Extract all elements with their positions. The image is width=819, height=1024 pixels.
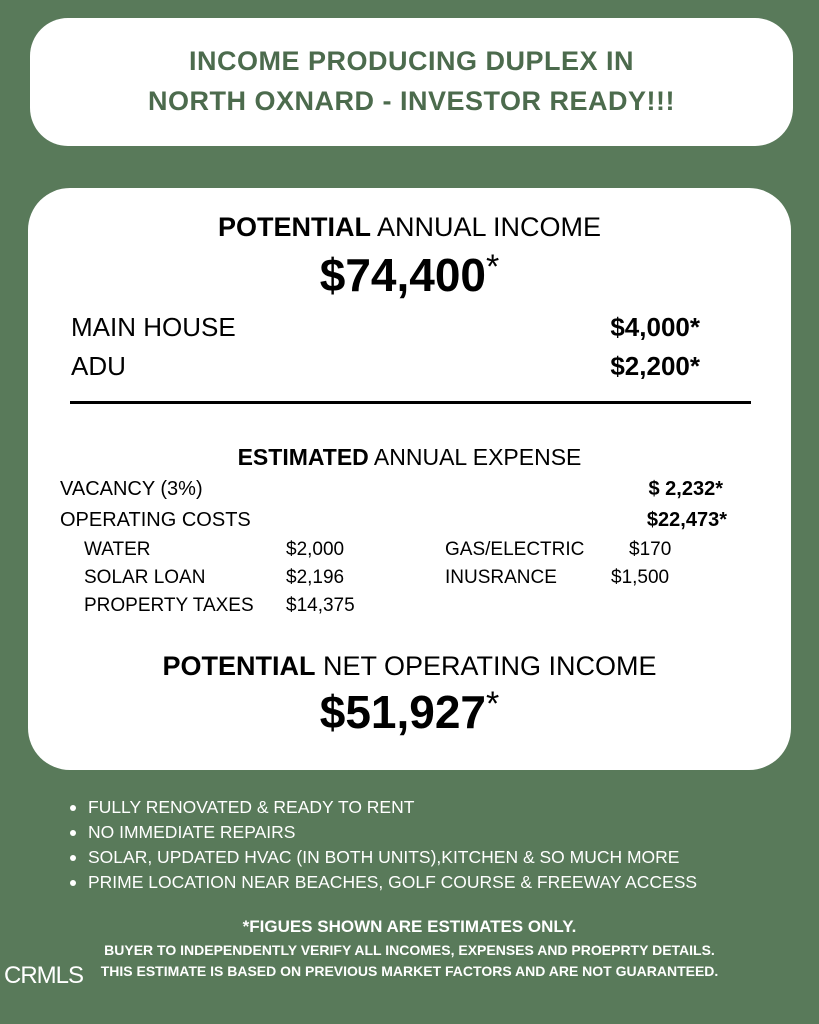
property-taxes-label: PROPERTY TAXES xyxy=(84,595,254,616)
crmls-watermark: CRMLS xyxy=(4,962,84,989)
solar-loan-value: $2,196 xyxy=(286,567,345,588)
noi-total: $51,927* xyxy=(319,685,500,738)
bullet-icon xyxy=(70,805,76,811)
feature-list xyxy=(70,795,697,895)
divider xyxy=(70,401,751,404)
adu-label: ADU xyxy=(71,351,126,381)
insurance-label: INUSRANCE xyxy=(445,567,557,588)
property-taxes-value: $14,375 xyxy=(286,595,355,616)
adu-value: $2,200* xyxy=(610,351,700,381)
vacancy-label: VACANCY (3%) xyxy=(60,478,203,500)
disclaimer-line-2: BUYER TO INDEPENDENTLY VERIFY ALL INCOMES, EXPENSES AND PROEPRTY DETAILS. xyxy=(104,942,715,958)
title-card xyxy=(30,18,793,146)
gas-electric-label: GAS/ELECTRIC xyxy=(445,539,585,560)
bullet-icon xyxy=(70,855,76,861)
title-line-1: INCOME PRODUCING DUPLEX IN xyxy=(188,46,635,76)
bullet-icon xyxy=(70,830,76,836)
main-house-value: $4,000* xyxy=(610,312,700,342)
list-item: FULLY RENOVATED & READY TO RENT xyxy=(70,795,697,820)
water-label: WATER xyxy=(84,539,151,560)
operating-costs-value: $22,473* xyxy=(646,509,727,531)
list-item: PRIME LOCATION NEAR BEACHES, GOLF COURSE & FREEWAY ACCESS xyxy=(70,870,697,895)
expense-heading: ESTIMATED ANNUAL EXPENSE xyxy=(237,444,582,470)
disclaimer-line-3: THIS ESTIMATE IS BASED ON PREVIOUS MARKET FACTORS AND ARE NOT GUARANTEED. xyxy=(100,963,719,979)
income-total: $74,400* xyxy=(319,248,500,301)
bullet-icon xyxy=(70,880,76,886)
gas-electric-value: $170 xyxy=(629,539,672,560)
disclaimer-line-1: *FIGUES SHOWN ARE ESTIMATES ONLY. xyxy=(242,917,577,936)
operating-costs-label: OPERATING COSTS xyxy=(60,509,251,531)
financials-card xyxy=(28,188,791,770)
water-value: $2,000 xyxy=(286,539,345,560)
vacancy-value: $ 2,232* xyxy=(648,478,723,500)
solar-loan-label: SOLAR LOAN xyxy=(84,567,206,588)
noi-heading: POTENTIAL NET OPERATING INCOME xyxy=(162,651,657,681)
main-house-label: MAIN HOUSE xyxy=(71,312,236,342)
list-item: SOLAR, UPDATED HVAC (IN BOTH UNITS),KITCHEN & SO MUCH MORE xyxy=(70,845,697,870)
title-line-2: NORTH OXNARD - INVESTOR READY!!! xyxy=(147,86,675,116)
list-item: NO IMMEDIATE REPAIRS xyxy=(70,820,697,845)
insurance-value: $1,500 xyxy=(611,567,670,588)
income-heading: POTENTIAL ANNUAL INCOME xyxy=(217,212,602,242)
